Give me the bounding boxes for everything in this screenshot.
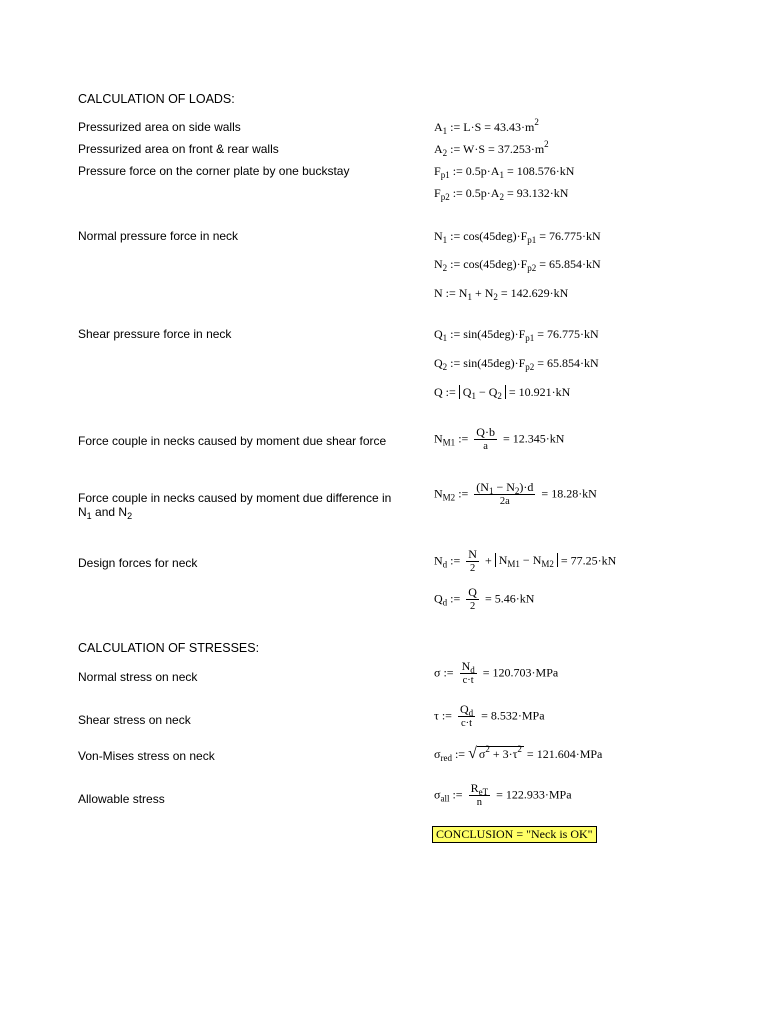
eq-sigma-red: $\sigma_{red}$ := √ $\sigma^2 + 3\cdot\tau^2 = 121.604\cdot MPa$ [434, 744, 603, 763]
eq-q: Q := $Q_1 - Q_2 = 10.921\cdot kN$ [434, 385, 571, 401]
eq-tau: τ := $\frac{Q_d}{c\cdot t}$ = 8.532·MPa [434, 702, 545, 729]
label-nm2-and: and N [95, 505, 128, 519]
label-nm2-line1: Force couple in necks caused by moment due difference in [78, 491, 392, 505]
label-nm2-line2: $N_1$ and $N_2$ [78, 505, 133, 521]
conclusion-badge: CONCLUSION = "Neck is OK" [432, 826, 597, 843]
loads-heading: CALCULATION OF LOADS: [78, 92, 235, 106]
label-normal-force: Normal pressure force in neck [78, 229, 239, 243]
label-shear-force: Shear pressure force in neck [78, 327, 232, 341]
nm2-value: 18.28 [551, 486, 579, 501]
eq-q2: $Q_2$ := $\sin(45deg)\cdot F_{p2} = 65.854\cdot kN$ [434, 356, 599, 372]
label-side-walls-area: Pressurized area on side walls [78, 120, 241, 134]
eq-q1: $Q_1$ := $\sin(45deg)\cdot F_{p1} = 76.775\cdot kN$ [434, 327, 599, 343]
qd-value: 5.46 [494, 591, 516, 606]
label-vonmises-stress: Von-Mises stress on neck [78, 749, 215, 763]
label-design-forces: Design forces for neck [78, 556, 198, 570]
label-nm2-n1: N [78, 505, 87, 519]
eq-nm2: $N_{M2}$ := $\frac{(N_1 - N_2)\cdot d}{2a}$ = 18.28·kN [434, 480, 597, 507]
sigma-value: 120.703 [492, 665, 532, 680]
sigma-red-value: 121.604 [536, 747, 576, 761]
n-value: 142.629 [510, 286, 550, 300]
tau-value: 8.532 [490, 708, 518, 723]
eq-sigma-all: $\sigma_{all}$ := $\frac{R_{eT}}{n}$ = 122.933·MPa [434, 781, 572, 808]
q1-value: 76.775 [547, 327, 581, 341]
a2-value: 37.253 [497, 142, 531, 156]
eq-n: N := $N_1 + N_2 = 142.629\cdot kN$ [434, 286, 569, 302]
eq-qd: $Q_d$ := $\frac{Q}{2}$ = 5.46·kN [434, 585, 535, 612]
nd-value: 77.25 [570, 553, 598, 568]
eq-n1: $N_1$ := $\cos(45deg)\cdot F_{p1} = 76.775\cdot kN$ [434, 229, 601, 245]
fp1-value: 108.576 [516, 164, 556, 178]
sigma-all-value: 122.933 [505, 787, 545, 802]
q2-value: 65.854 [547, 356, 581, 370]
q-value: 10.921 [518, 385, 552, 399]
fp2-value: 93.132 [516, 186, 550, 200]
n1-value: 76.775 [549, 229, 583, 243]
eq-a2: $A_2$ := $W\cdot S = 37.253\cdot m^2$ [434, 139, 549, 158]
eq-fp2: $F_{p2}$ := $0.5p\cdot A_2 = 93.132\cdot kN$ [434, 186, 569, 202]
label-nm1: Force couple in necks caused by moment due shear force [78, 434, 387, 448]
label-allowable-stress: Allowable stress [78, 792, 165, 806]
label-shear-stress: Shear stress on neck [78, 713, 191, 727]
label-normal-stress: Normal stress on neck [78, 670, 198, 684]
nm1-value: 12.345 [512, 431, 546, 446]
eq-n2: $N_2$ := $\cos(45deg)\cdot F_{p2} = 65.854\cdot kN$ [434, 257, 601, 273]
label-corner-plate-force: Pressure force on the corner plate by one buckstay [78, 164, 350, 178]
eq-nd: $N_d$ := $\frac{N}{2}$ + $N_{M1} - N_{M2} = 77.25\cdot kN$ [434, 547, 617, 574]
eq-a1: $A_1$ := $L\cdot S = 43.43\cdot m^2$ [434, 117, 539, 136]
eq-sigma: σ := $\frac{N_d}{c\cdot t}$ = 120.703·MPa [434, 659, 559, 686]
a1-value: 43.43 [494, 120, 522, 134]
eq-fp1: $F_{p1}$ := $0.5p\cdot A_1 = 108.576\cdot kN$ [434, 164, 575, 180]
stresses-heading: CALCULATION OF STRESSES: [78, 641, 260, 655]
label-front-rear-area: Pressurized area on front & rear walls [78, 142, 279, 156]
n2-value: 65.854 [549, 257, 583, 271]
eq-nm1: $N_{M1}$ := $\frac{Q\cdot b}{a}$ = 12.345·kN [434, 425, 565, 452]
